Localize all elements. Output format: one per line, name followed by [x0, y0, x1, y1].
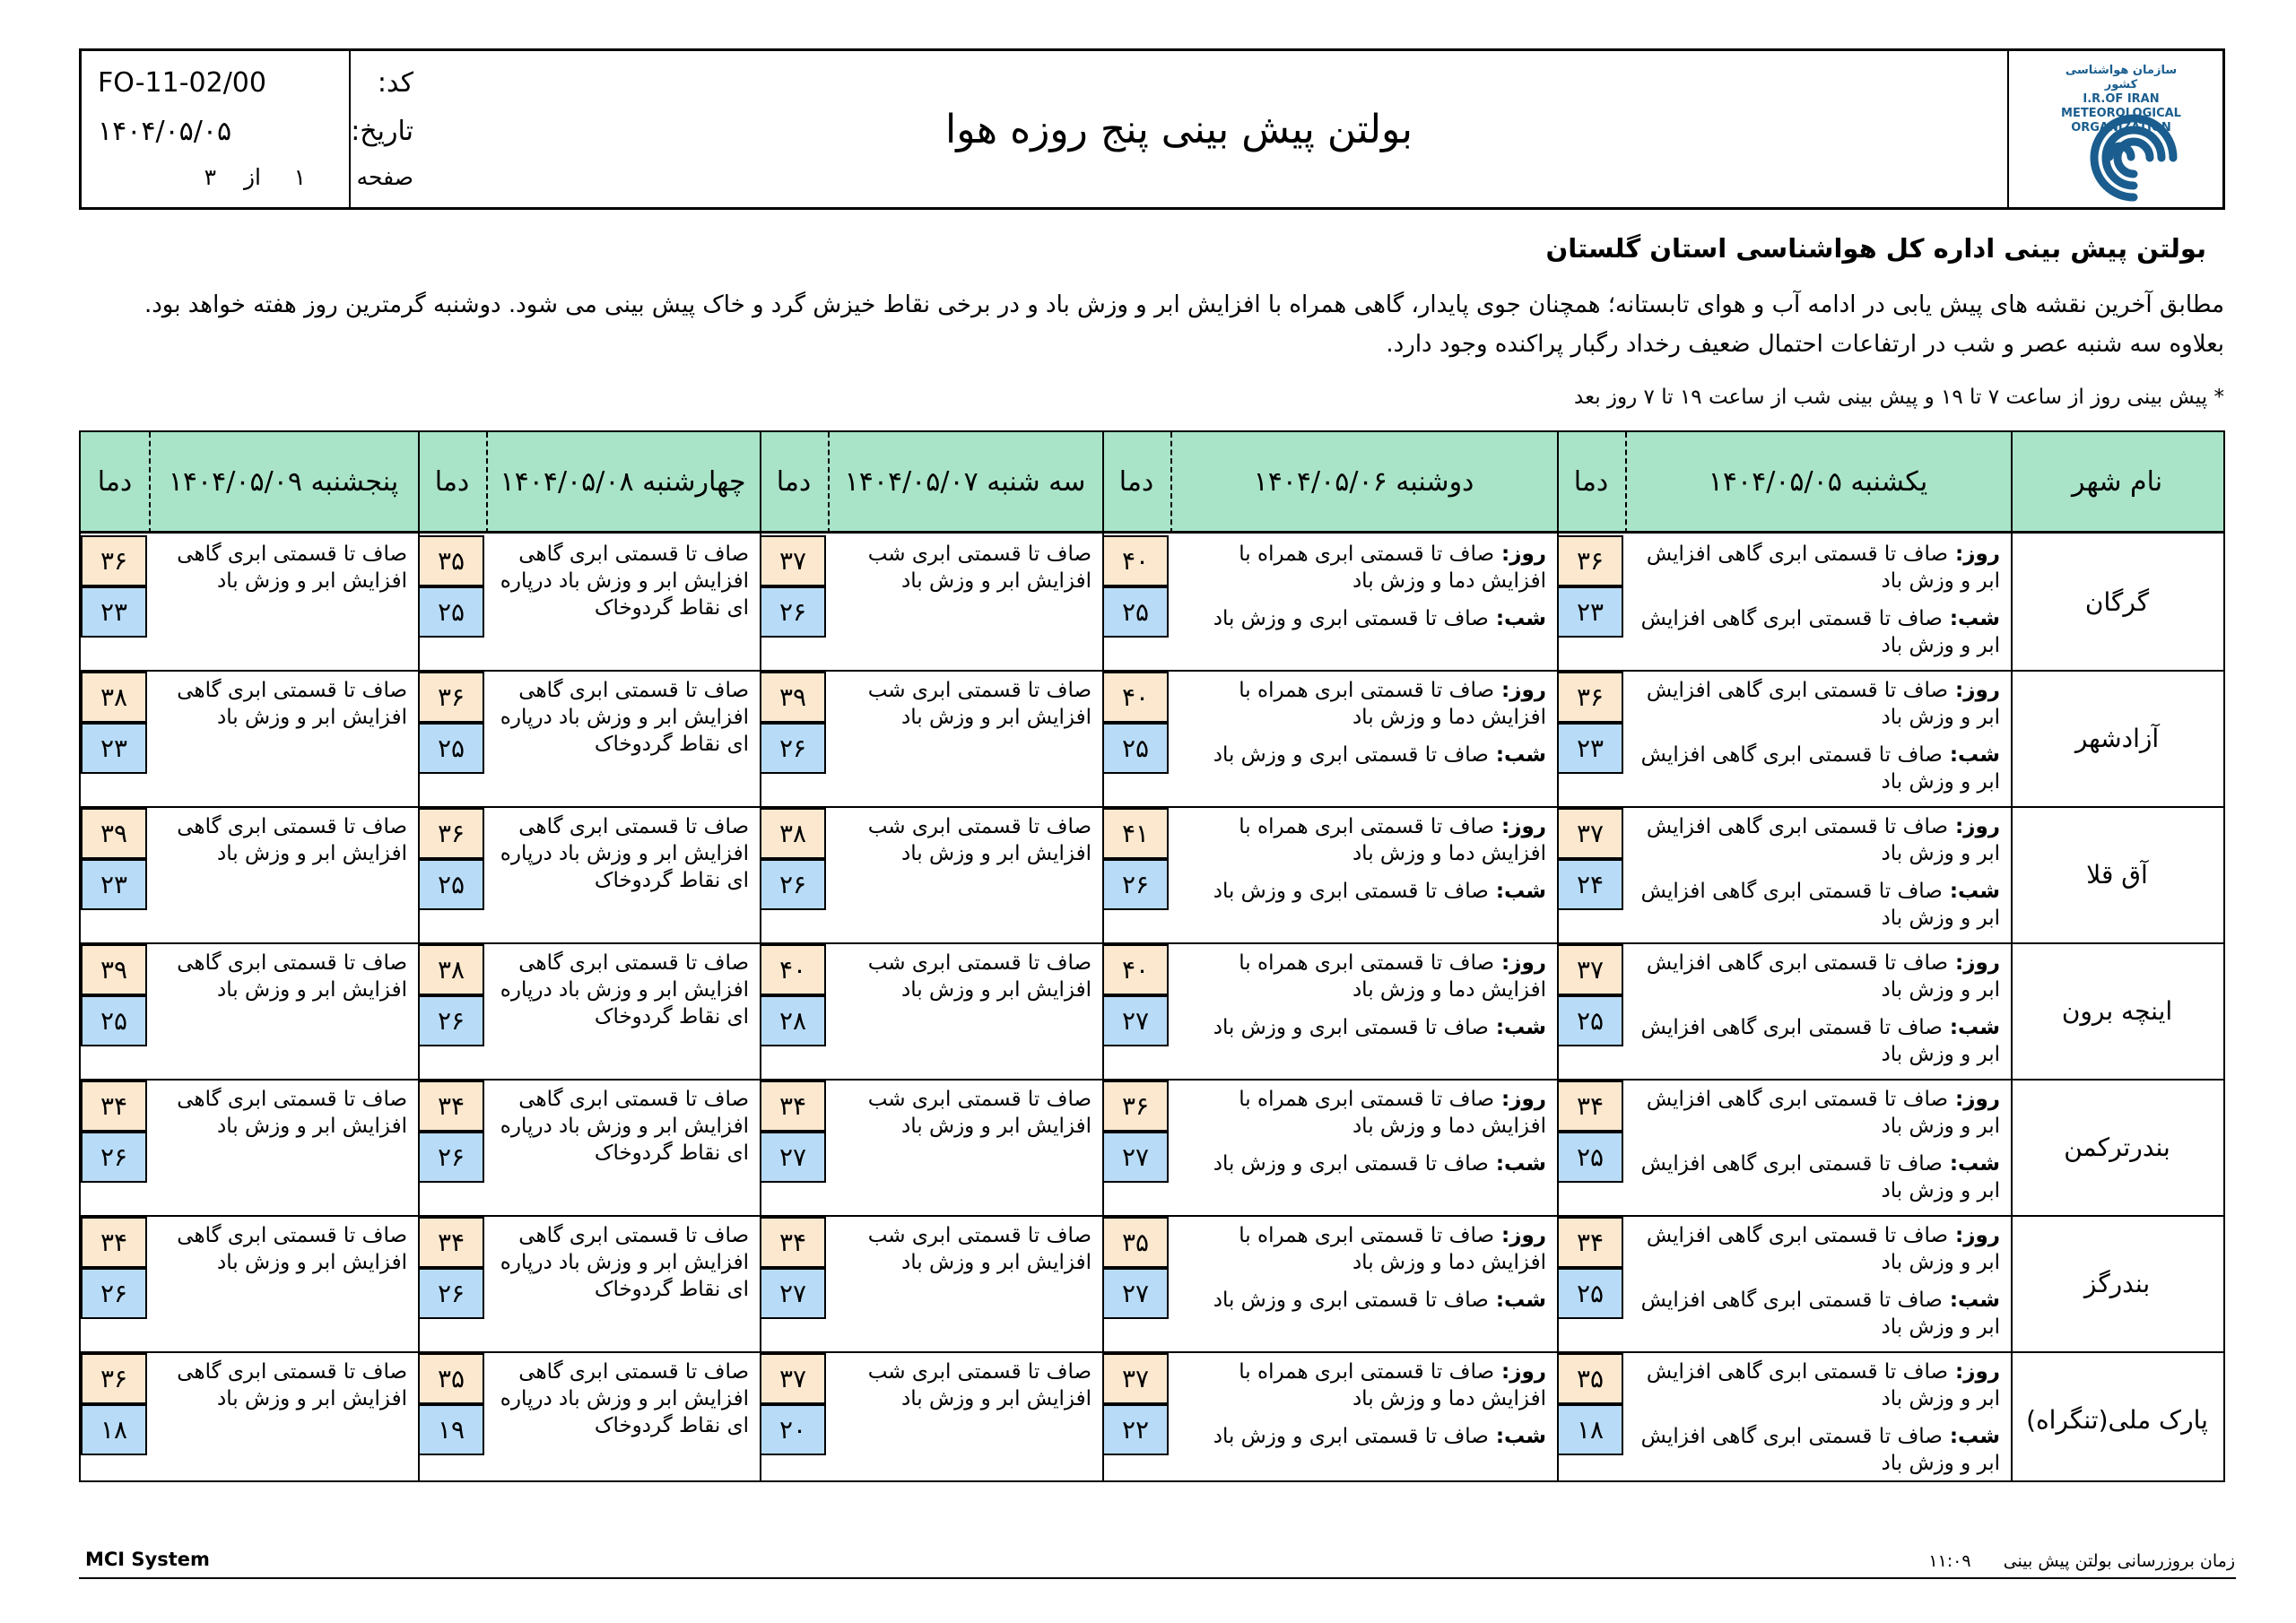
bulletin-subtitle: بولتن پیش بینی اداره کل هواشناسی استان گلستان: [1545, 233, 2206, 264]
day-label: روز:: [1948, 815, 2000, 838]
spiral-logo-icon: [2084, 112, 2183, 205]
day-forecast: روز: صاف تا قسمتی ابری گاهی افزایش ابر و وزش باد: [1646, 1224, 2000, 1274]
forecast-description-cell: صاف تا قسمتی ابری گاهی افزایش ابر و وزش باد: [177, 951, 407, 1002]
day-label: روز:: [1494, 542, 1546, 566]
night-forecast: شب: صاف تا قسمتی ابری گاهی افزایش ابر و وزش باد: [1640, 1152, 2000, 1202]
forecast-description-cell: [1634, 1358, 2000, 1477]
max-temperature: ۳۷: [760, 535, 826, 586]
min-temperature: ۲۳: [1557, 586, 1623, 638]
max-temperature: ۳۴: [1557, 1217, 1623, 1268]
min-temperature: ۲۷: [1102, 995, 1169, 1046]
forecast-table: [79, 430, 2225, 1482]
max-temperature: ۳۶: [81, 535, 147, 586]
forecast-description-cell: صاف تا قسمتی ابری شب افزایش ابر و وزش باد: [867, 1360, 1091, 1410]
day-forecast: روز: صاف تا قسمتی ابری گاهی افزایش ابر و وزش باد: [1646, 951, 2000, 1002]
night-forecast: شب: صاف تا قسمتی ابری و وزش باد: [1213, 743, 1546, 767]
day-label: روز:: [1948, 1360, 2000, 1384]
forecast-description-cell: صاف تا قسمتی ابری گاهی افزایش ابر و وزش باد: [177, 1360, 407, 1410]
max-temperature: ۳۶: [1557, 535, 1623, 586]
forecast-description-cell: صاف تا قسمتی ابری شب افزایش ابر و وزش باد: [867, 1088, 1091, 1138]
logo-text-en2: METEOROLOGICAL: [2061, 107, 2181, 120]
min-temperature: ۱۸: [1557, 1404, 1623, 1455]
page-number: ۱: [293, 164, 306, 190]
min-temperature: ۲۴: [1557, 859, 1623, 910]
day-forecast: روز: صاف تا قسمتی ابری گاهی افزایش ابر و وزش باد: [1646, 815, 2000, 865]
forecast-description-cell: [1634, 950, 2000, 1068]
page-of: از: [243, 164, 261, 190]
night-label: شب:: [1942, 607, 2000, 630]
max-temperature: ۳۹: [81, 944, 147, 995]
min-temperature: ۲۵: [1557, 995, 1623, 1046]
forecast-description-cell: صاف تا قسمتی ابری شب افزایش ابر و وزش باد: [867, 542, 1091, 593]
night-forecast: شب: صاف تا قسمتی ابری گاهی افزایش ابر و وزش باد: [1640, 1425, 2000, 1475]
min-temperature: ۲۵: [418, 586, 484, 638]
min-temperature: ۱۹: [418, 1404, 484, 1455]
table-header: [81, 432, 2223, 534]
day-forecast: روز: صاف تا قسمتی ابری گاهی افزایش ابر و وزش باد: [1646, 542, 2000, 593]
min-temperature: ۲۲: [1102, 1404, 1169, 1455]
min-temperature: ۲۳: [1557, 723, 1623, 774]
forecast-description-cell: صاف تا قسمتی ابری گاهی افزایش ابر و وزش باد: [177, 1224, 407, 1274]
forecast-description-cell: [1179, 677, 1546, 768]
logo-text-en3: ORGANIZATION: [2071, 121, 2171, 135]
header-temperature: دما: [1118, 465, 1154, 498]
date-label: تاریخ:: [351, 116, 413, 147]
night-forecast: شب: صاف تا قسمتی ابری گاهی افزایش ابر و وزش باد: [1640, 880, 2000, 930]
meteorological-organization-logo: [2007, 51, 2222, 207]
night-forecast: شب: صاف تا قسمتی ابری و وزش باد: [1213, 1425, 1546, 1448]
day-forecast: روز: صاف تا قسمتی ابری گاهی افزایش ابر و وزش باد: [1646, 679, 2000, 729]
forecast-description-cell: [1179, 950, 1546, 1041]
forecast-description-cell: صاف تا قسمتی ابری گاهی افزایش ابر و وزش باد: [177, 679, 407, 729]
forecast-description-cell: [1634, 813, 2000, 932]
night-label: شب:: [1488, 1152, 1546, 1176]
max-temperature: ۳۷: [760, 1353, 826, 1404]
day-forecast: روز: صاف تا قسمتی ابری گاهی افزایش ابر و وزش باد: [1646, 1360, 2000, 1410]
day-forecast: روز: صاف تا قسمتی ابری همراه با افزایش دما و وزش باد: [1239, 951, 1546, 1002]
header-temperature: دما: [434, 465, 470, 498]
day-label: روز:: [1494, 1360, 1546, 1384]
max-temperature: ۳۶: [1557, 672, 1623, 723]
night-label: شب:: [1942, 743, 2000, 767]
day-forecast: روز: صاف تا قسمتی ابری همراه با افزایش دما و وزش باد: [1239, 815, 1546, 865]
update-info: [1928, 1551, 2235, 1571]
day-forecast: روز: صاف تا قسمتی ابری همراه با افزایش دما و وزش باد: [1239, 542, 1546, 593]
min-temperature: ۲۵: [1102, 723, 1169, 774]
code-label: کد:: [377, 67, 413, 99]
max-temperature: ۳۸: [760, 808, 826, 859]
min-temperature: ۲۵: [81, 995, 147, 1046]
forecast-description-cell: صاف تا قسمتی ابری شب افزایش ابر و وزش باد: [867, 679, 1091, 729]
max-temperature: ۳۶: [81, 1353, 147, 1404]
forecast-description-cell: صاف تا قسمتی ابری گاهی افزایش ابر و وزش باد درپاره ای نقاط گردوخاک: [500, 1088, 749, 1165]
min-temperature: ۱۸: [81, 1404, 147, 1455]
max-temperature: ۳۴: [81, 1217, 147, 1268]
bulletin-header: [79, 48, 2225, 210]
max-temperature: ۳۵: [1102, 1217, 1169, 1268]
day-label: روز:: [1948, 542, 2000, 566]
forecast-description-cell: صاف تا قسمتی ابری گاهی افزایش ابر و وزش باد درپاره ای نقاط گردوخاک: [500, 815, 749, 892]
min-temperature: ۲۸: [760, 995, 826, 1046]
night-forecast: شب: صاف تا قسمتی ابری گاهی افزایش ابر و وزش باد: [1640, 743, 2000, 794]
night-forecast: شب: صاف تا قسمتی ابری و وزش باد: [1213, 880, 1546, 903]
day-label: روز:: [1948, 1088, 2000, 1111]
min-temperature: ۲۷: [760, 1132, 826, 1183]
night-label: شب:: [1488, 607, 1546, 630]
update-label: زمان بروزرسانی بولتن پیش بینی: [2003, 1551, 2235, 1571]
max-temperature: ۳۴: [418, 1081, 484, 1132]
min-temperature: ۲۶: [760, 586, 826, 638]
day-label: روز:: [1948, 1224, 2000, 1247]
min-temperature: ۲۶: [81, 1268, 147, 1319]
header-temperature: دما: [97, 465, 133, 498]
forecast-time-note: * پیش بینی روز از ساعت ۷ تا ۱۹ و پیش بینی شب از ساعت ۱۹ تا ۷ روز بعد: [1574, 386, 2224, 409]
night-label: شب:: [1488, 1425, 1546, 1448]
forecast-description-cell: [1179, 1222, 1546, 1314]
city-name: پارک ملی(تنگراه): [2026, 1404, 2208, 1435]
min-temperature: ۲۷: [1102, 1268, 1169, 1319]
night-forecast: شب: صاف تا قسمتی ابری گاهی افزایش ابر و وزش باد: [1640, 1016, 2000, 1066]
min-temperature: ۲۶: [418, 1132, 484, 1183]
forecast-description-cell: [1179, 541, 1546, 632]
forecast-description-cell: صاف تا قسمتی ابری شب افزایش ابر و وزش باد: [867, 1224, 1091, 1274]
min-temperature: ۲۷: [1102, 1132, 1169, 1183]
day-forecast: روز: صاف تا قسمتی ابری گاهی افزایش ابر و وزش باد: [1646, 1088, 2000, 1138]
forecast-description: [72, 285, 2224, 364]
max-temperature: ۳۸: [418, 944, 484, 995]
forecast-description-cell: صاف تا قسمتی ابری گاهی افزایش ابر و وزش باد درپاره ای نقاط گردوخاک: [500, 951, 749, 1028]
day-forecast: روز: صاف تا قسمتی ابری همراه با افزایش دما و وزش باد: [1239, 679, 1546, 729]
min-temperature: ۲۳: [81, 586, 147, 638]
max-temperature: ۳۴: [760, 1217, 826, 1268]
min-temperature: ۲۰: [760, 1404, 826, 1455]
min-temperature: ۲۶: [418, 1268, 484, 1319]
min-temperature: ۲۳: [81, 723, 147, 774]
header-day-1: یکشنبه ۱۴۰۴/۰۵/۰۵: [1708, 465, 1928, 498]
day-forecast: روز: صاف تا قسمتی ابری همراه با افزایش دما و وزش باد: [1239, 1088, 1546, 1138]
max-temperature: ۳۶: [418, 808, 484, 859]
max-temperature: ۳۷: [1557, 808, 1623, 859]
forecast-description-cell: [1634, 677, 2000, 795]
day-forecast: روز: صاف تا قسمتی ابری همراه با افزایش دما و وزش باد: [1239, 1224, 1546, 1274]
max-temperature: ۳۵: [418, 535, 484, 586]
night-label: شب:: [1942, 1016, 2000, 1039]
day-label: روز:: [1948, 951, 2000, 975]
day-label: روز:: [1494, 1088, 1546, 1111]
min-temperature: ۲۶: [760, 859, 826, 910]
logo-text-fa: سازمان هواشناسی کشور: [2065, 64, 2178, 91]
max-temperature: ۳۴: [760, 1081, 826, 1132]
min-temperature: ۲۳: [81, 859, 147, 910]
max-temperature: ۴۰: [760, 944, 826, 995]
night-forecast: شب: صاف تا قسمتی ابری گاهی افزایش ابر و وزش باد: [1640, 1289, 2000, 1339]
night-forecast: شب: صاف تا قسمتی ابری و وزش باد: [1213, 1016, 1546, 1039]
date-value: ۱۴۰۴/۰۵/۰۵: [98, 116, 232, 147]
night-forecast: شب: صاف تا قسمتی ابری و وزش باد: [1213, 607, 1546, 630]
night-label: شب:: [1942, 1289, 2000, 1312]
forecast-description-cell: صاف تا قسمتی ابری گاهی افزایش ابر و وزش باد درپاره ای نقاط گردوخاک: [500, 679, 749, 756]
city-name: بندرگز: [2083, 1268, 2151, 1298]
city-name: آق قلا: [2086, 859, 2148, 890]
city-name: گرگان: [2084, 586, 2150, 617]
page-total: ۳: [204, 164, 216, 190]
min-temperature: ۲۷: [760, 1268, 826, 1319]
forecast-description-cell: [1179, 1086, 1546, 1177]
max-temperature: ۳۴: [418, 1217, 484, 1268]
min-temperature: ۲۵: [418, 723, 484, 774]
min-temperature: ۲۶: [418, 995, 484, 1046]
max-temperature: ۳۴: [81, 1081, 147, 1132]
night-label: شب:: [1488, 1016, 1546, 1039]
header-day-5: پنجشنبه ۱۴۰۴/۰۵/۰۹: [168, 465, 399, 498]
logo-text-en1: I.R.OF IRAN: [2083, 92, 2160, 106]
max-temperature: ۳۷: [1557, 944, 1623, 995]
footer-divider: [79, 1577, 2236, 1579]
forecast-description-cell: صاف تا قسمتی ابری شب افزایش ابر و وزش باد: [867, 815, 1091, 865]
forecast-description-cell: صاف تا قسمتی ابری گاهی افزایش ابر و وزش باد درپاره ای نقاط گردوخاک: [500, 542, 749, 620]
night-label: شب:: [1942, 880, 2000, 903]
night-forecast: شب: صاف تا قسمتی ابری گاهی افزایش ابر و وزش باد: [1640, 607, 2000, 657]
forecast-description-cell: [1179, 1358, 1546, 1450]
max-temperature: ۴۱: [1102, 808, 1169, 859]
forecast-description-cell: [1634, 1086, 2000, 1204]
forecast-description-cell: [1634, 1222, 2000, 1341]
min-temperature: ۲۵: [1557, 1132, 1623, 1183]
max-temperature: ۳۶: [1102, 1081, 1169, 1132]
description-line-2: بعلاوه سه شنبه عصر و شب در ارتفاعات احتمال ضعیف رخداد رگبار پراکنده وجود دارد.: [1386, 331, 2224, 358]
city-name: آزادشهر: [2074, 723, 2160, 753]
max-temperature: ۳۵: [418, 1353, 484, 1404]
night-forecast: شب: صاف تا قسمتی ابری و وزش باد: [1213, 1289, 1546, 1312]
header-temperature: دما: [1573, 465, 1609, 498]
header-day-3: سه شنبه ۱۴۰۴/۰۵/۰۷: [844, 465, 1086, 498]
document-meta: [82, 51, 413, 207]
min-temperature: ۲۵: [1102, 586, 1169, 638]
update-time: ۱۱:۰۹: [1928, 1551, 1971, 1571]
day-label: روز:: [1494, 951, 1546, 975]
night-label: شب:: [1942, 1425, 2000, 1448]
day-forecast: روز: صاف تا قسمتی ابری همراه با افزایش دما و وزش باد: [1239, 1360, 1546, 1410]
header-temperature: دما: [776, 465, 812, 498]
max-temperature: ۳۵: [1557, 1353, 1623, 1404]
max-temperature: ۴۰: [1102, 535, 1169, 586]
min-temperature: ۲۶: [81, 1132, 147, 1183]
city-name: بندرترکمن: [2064, 1132, 2170, 1162]
max-temperature: ۳۸: [81, 672, 147, 723]
max-temperature: ۴۰: [1102, 944, 1169, 995]
description-line-1: مطابق آخرین نقشه های پیش یابی در ادامه آب و هوای تابستانه؛ همچنان جوی پایدار، گاهی همراه با افزایش ابر و وزش باد و در برخی نقاط خیزش گرد و خاک پیش بینی می شود. دوشنبه گرمترین روز هفته خواهد بود.: [144, 291, 2224, 318]
max-temperature: ۳۷: [1102, 1353, 1169, 1404]
day-label: روز:: [1494, 815, 1546, 838]
day-label: روز:: [1948, 679, 2000, 702]
min-temperature: ۲۵: [1557, 1268, 1623, 1319]
max-temperature: ۳۹: [760, 672, 826, 723]
header-city-name: نام شهر: [2071, 465, 2163, 498]
day-label: روز:: [1494, 679, 1546, 702]
night-label: شب:: [1488, 880, 1546, 903]
header-day-2: دوشنبه ۱۴۰۴/۰۵/۰۶: [1253, 465, 1474, 498]
max-temperature: ۳۹: [81, 808, 147, 859]
night-forecast: شب: صاف تا قسمتی ابری و وزش باد: [1213, 1152, 1546, 1176]
max-temperature: ۳۶: [418, 672, 484, 723]
forecast-description-cell: صاف تا قسمتی ابری گاهی افزایش ابر و وزش باد درپاره ای نقاط گردوخاک: [500, 1360, 749, 1437]
forecast-description-cell: [1179, 813, 1546, 905]
max-temperature: ۳۴: [1557, 1081, 1623, 1132]
forecast-description-cell: صاف تا قسمتی ابری گاهی افزایش ابر و وزش باد: [177, 542, 407, 593]
forecast-description-cell: صاف تا قسمتی ابری شب افزایش ابر و وزش باد: [867, 951, 1091, 1002]
night-label: شب:: [1942, 1152, 2000, 1176]
forecast-description-cell: صاف تا قسمتی ابری گاهی افزایش ابر و وزش باد درپاره ای نقاط گردوخاک: [500, 1224, 749, 1301]
forecast-description-cell: صاف تا قسمتی ابری گاهی افزایش ابر و وزش باد: [177, 1088, 407, 1138]
city-name: اینچه برون: [2061, 995, 2173, 1026]
page-label: صفحه: [356, 164, 413, 190]
min-temperature: ۲۵: [418, 859, 484, 910]
forecast-description-cell: صاف تا قسمتی ابری گاهی افزایش ابر و وزش باد: [177, 815, 407, 865]
max-temperature: ۴۰: [1102, 672, 1169, 723]
day-label: روز:: [1494, 1224, 1546, 1247]
system-name: MCI System: [85, 1549, 210, 1570]
header-day-4: چهارشنبه ۱۴۰۴/۰۵/۰۸: [500, 465, 746, 498]
page-title: بولتن پیش بینی پنج روزه هوا: [944, 106, 1413, 152]
night-label: شب:: [1488, 743, 1546, 767]
forecast-description-cell: [1634, 541, 2000, 659]
min-temperature: ۲۶: [1102, 859, 1169, 910]
night-label: شب:: [1488, 1289, 1546, 1312]
min-temperature: ۲۶: [760, 723, 826, 774]
code-value: FO-11-02/00: [98, 67, 266, 99]
